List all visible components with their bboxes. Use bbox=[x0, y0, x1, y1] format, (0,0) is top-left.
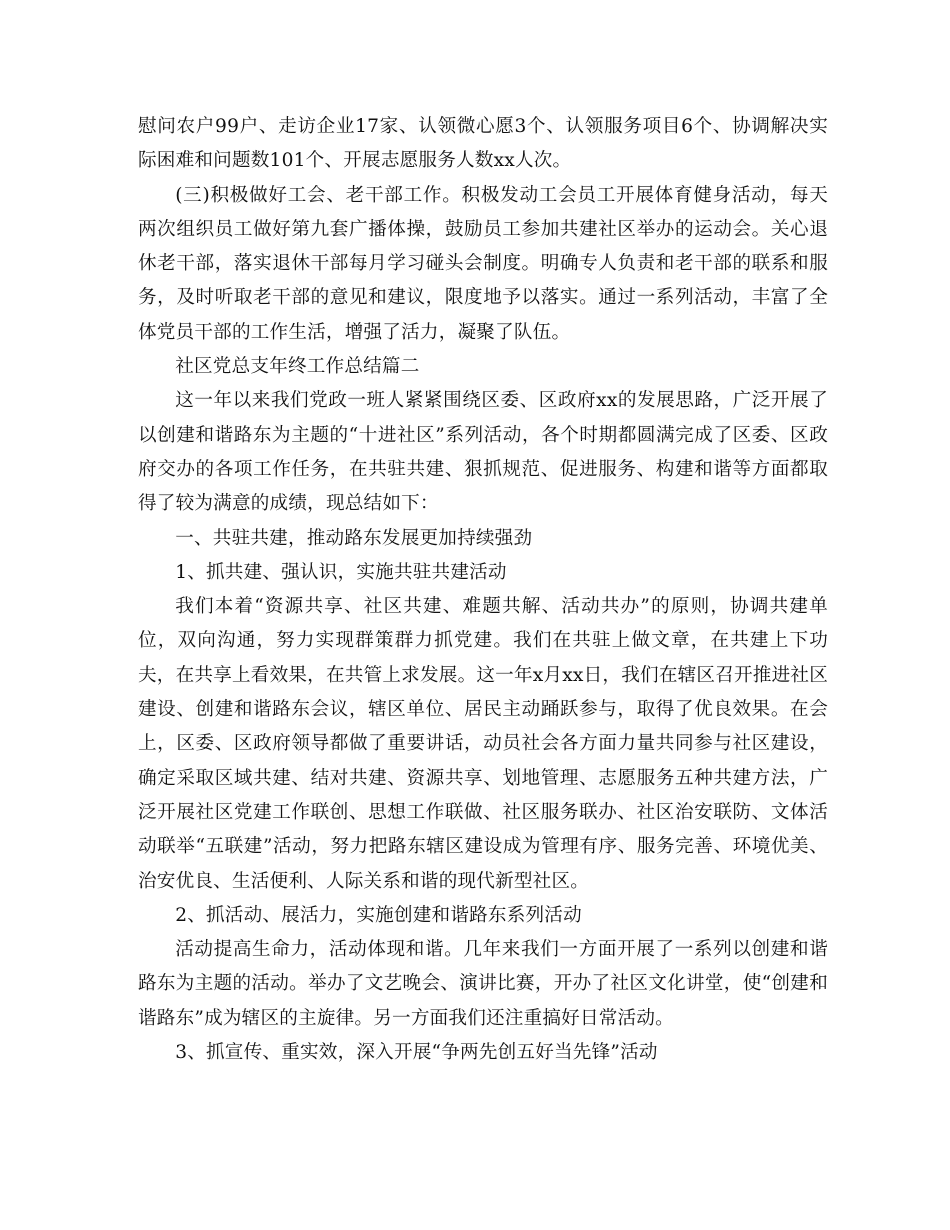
heading-section-one: 一、共驻共建，推动路东发展更加持续强劲 bbox=[175, 527, 533, 549]
heading-item-1: 1、抓共建、强认识，实施共驻共建活动 bbox=[175, 561, 507, 583]
paragraph-co-construction: 我们本着“资源共享、社区共建、难题共解、活动共办”的原则，协调共建单位，双向沟通，努力实现群策群力抓党建。我们在共驻上做文章，在共建上下功夫，在共享上看效果，在共管上求发展。这一年x月xx日，我们在辖区召开推进社区建设、创建和谐路东会议，辖区单位、居民主动踊跃参与，取得了优良效果。在会上，区委、区政府领导都做了重要讲话，动员社会各方面力量共同参与社区建设，确定采取区域共建、结对共建、资源共享、划地管理、志愿服务五种共建方法，广泛开展社区党建工作联创、思想工作联做、社区服务联办、社区治安联防、文体活动联举“五联建”活动，努力把路东辖区建设成为管理有序、服务完善、环境优美、治安优良、生活便利、人际关系和谐的现代新型社区。 bbox=[138, 596, 828, 892]
paragraph-intro-summary: 这一年以来我们党政一班人紧紧围绕区委、区政府xx的发展思路，广泛开展了以创建和谐路东为主题的“十进社区”系列活动，各个时期都圆满完成了区委、区政府交办的各项工作任务，在共驻共建、狠抓规范、促进服务、构建和谐等方面都取得了较为满意的成绩，现总结如下： bbox=[138, 390, 828, 515]
paragraph-union-retired-cadres: (三)积极做好工会、老干部工作。积极发动工会员工开展体育健身活动，每天两次组织员工做好第九套广播体操，鼓励员工参加共建社区举办的运动会。关心退休老干部，落实退休干部每月学习碰头会制度。明确专人负责和老干部的联系和服务，及时听取老干部的意见和建议，限度地予以落实。通过一系列活动，丰富了全体党员干部的工作生活，增强了活力，凝聚了队伍。 bbox=[138, 184, 828, 343]
heading-item-2: 2、抓活动、展活力，实施创建和谐路东系列活动 bbox=[175, 904, 582, 926]
paragraph-activities: 活动提高生命力，活动体现和谐。几年来我们一方面开展了一系列以创建和谐路东为主题的活动。举办了文艺晚会、演讲比赛，开办了社区文化讲堂，使“创建和谐路东”成为辖区的主旋律。另一方面我们还注重搞好日常活动。 bbox=[138, 939, 828, 1029]
section-title-part-two: 社区党总支年终工作总结篇二 bbox=[175, 356, 420, 378]
heading-item-3: 3、抓宣传、重实效，深入开展“争两先创五好当先锋”活动 bbox=[175, 1042, 658, 1064]
paragraph-statistics: 慰问农户99户、走访企业17家、认领微心愿3个、认领服务项目6个、协调解决实际困难和问题数101个、开展志愿服务人数xx人次。 bbox=[138, 116, 828, 172]
document-page bbox=[138, 110, 828, 1070]
